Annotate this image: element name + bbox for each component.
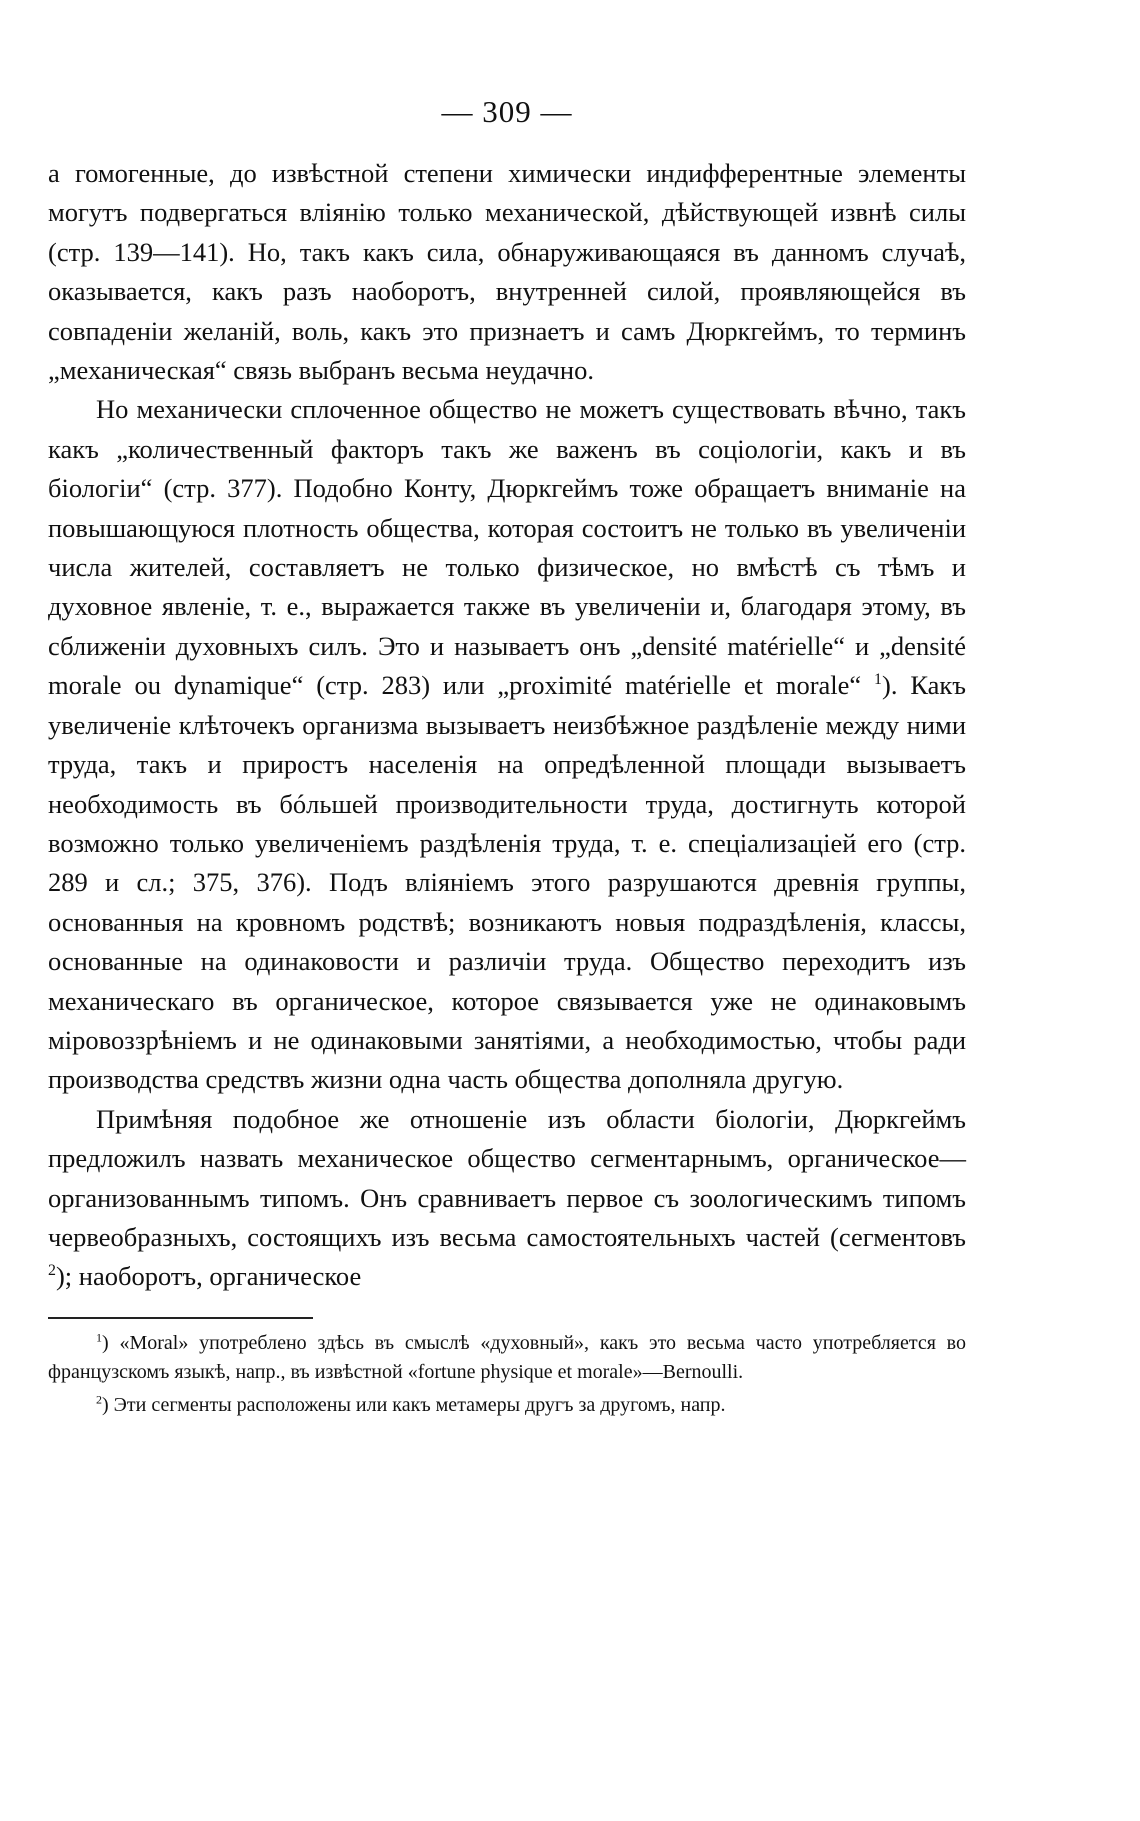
book-page bbox=[48, 92, 966, 1424]
paragraph-text: Но механически сплоченное общество не можетъ существовать вѣчно, такъ какъ „количественный факторъ такъ же важенъ въ соціологіи, какъ и въ біологіи“ (стр. 377). Подобно Конту, Дюркгеймъ тоже обращаетъ вниманіе на повышающуюся плотность общества, которая состоитъ не только въ увеличеніи числа жителей, составляетъ не только физическое, но вмѣстѣ съ тѣмъ и духовное явленіе, т. е., выражается также въ увеличеніи и, благодаря этому, въ сближеніи духовныхъ силъ. Это и называетъ онъ „densité matérielle“ и „densité morale ou dynamique“ (стр. 283) или „proximité matérielle et morale“ bbox=[48, 394, 966, 701]
footnote-divider bbox=[48, 1317, 313, 1319]
paragraph bbox=[48, 1100, 966, 1297]
paragraph-text: ); наоборотъ, органическое bbox=[55, 1261, 362, 1292]
footnote-marker: 2 bbox=[96, 1392, 102, 1407]
main-text bbox=[48, 154, 966, 1297]
page-number: — 309 — bbox=[441, 94, 573, 129]
paragraph bbox=[48, 390, 966, 1099]
paragraph-text: а гомогенные, до извѣстной степени химически индифферентные элементы могутъ подвергаться вліянію только механической, дѣйствующей извнѣ силы (стр. 139—141). Но, такъ какъ сила, обнаруживающаяся въ данномъ случаѣ, оказывается, какъ разъ наоборотъ, внутренней силой, проявляющейся въ совпаденіи желаній, воль, какъ это признаетъ и самъ Дюркгеймъ, то терминъ „механическая“ связь выбранъ весьма неудачно. bbox=[48, 158, 966, 386]
footnotes bbox=[48, 1329, 966, 1420]
footnote-text: Эти сегменты расположены или какъ метамеры другъ за другомъ, напр. bbox=[108, 1393, 726, 1416]
footnote bbox=[48, 1329, 966, 1387]
footnote-marker-paren: ) bbox=[102, 1331, 109, 1354]
paragraph-text: Примѣняя подобное же отношеніе изъ области біологіи, Дюркгеймъ предложилъ назвать механическое общество сегментарнымъ, органическое—организованнымъ типомъ. Онъ сравниваетъ первое съ зоологическимъ типомъ червеобразныхъ, состоящихъ изъ весьма самостоятельныхъ частей (сегментовъ bbox=[48, 1103, 966, 1252]
paragraph-text: ). Какъ увеличеніе клѣточекъ организма вызываетъ неизбѣжное раздѣленіе между ними труда, такъ и приростъ населенія на опредѣленной площади вызываетъ необходимость въ бóльшей производительности труда, достигнуть которой возможно только увеличеніемъ раздѣленія труда, т. е. спеціализаціей его (стр. 289 и сл.; 375, 376). Подъ вліяніемъ этого разрушаются древнія группы, основанныя на кровномъ родствѣ; возникаютъ новыя подраздѣленія, классы, основанные на одинаковости и различіи труда. Общество переходитъ изъ механическаго въ органическое, которое связывается уже не одинаковымъ міровоззрѣніемъ и не одинаковыми занятіями, а необходимостью, чтобы ради производства средствъ жизни одна часть общества дополняла другую. bbox=[48, 670, 966, 1095]
footnote-text: «Moral» употреблено здѣсь въ смыслѣ «духовный», какъ это весьма часто употребляется во французскомъ языкѣ, напр., въ извѣстной «fortune physique et morale»—Bernoulli. bbox=[48, 1331, 966, 1383]
footnote-marker: 1 bbox=[96, 1330, 102, 1345]
footnote-reference: 2 bbox=[48, 1262, 56, 1280]
footnote-reference: 1 bbox=[874, 671, 882, 689]
footnote bbox=[48, 1391, 966, 1420]
paragraph bbox=[48, 154, 966, 390]
footnote-marker-paren: ) bbox=[102, 1393, 109, 1416]
